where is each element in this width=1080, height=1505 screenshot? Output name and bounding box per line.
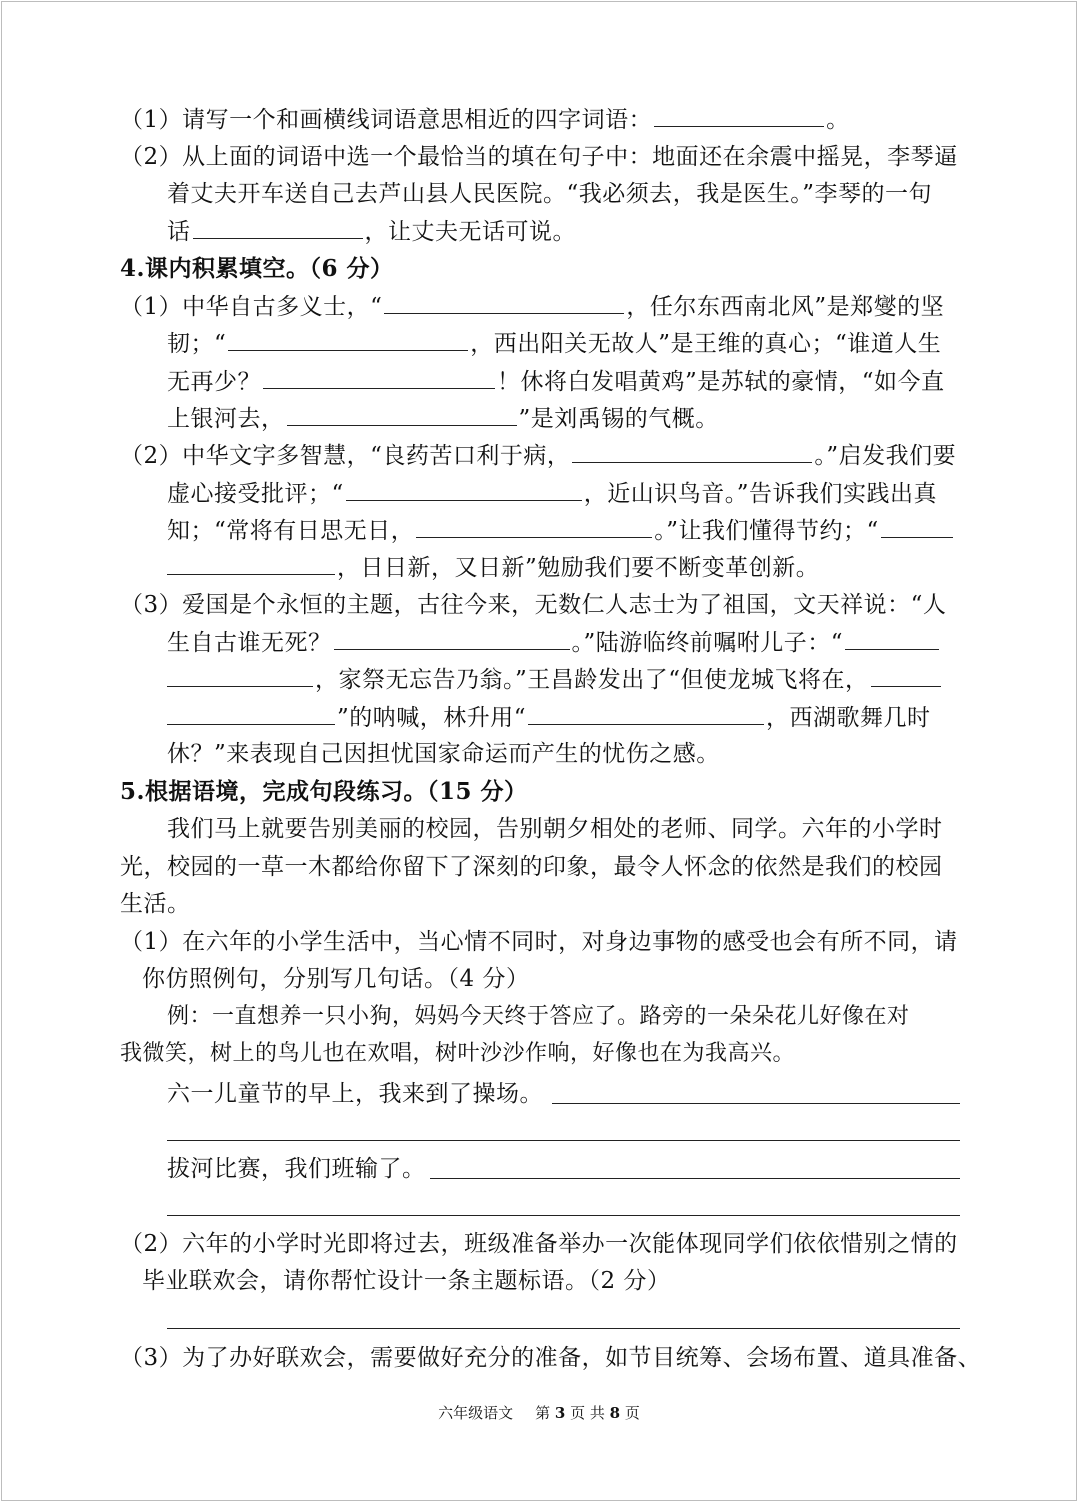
item-label: （1） bbox=[120, 107, 183, 133]
q4-text: ”的呐喊，林升用“ bbox=[337, 705, 527, 731]
q5-prompt-b: 拔河比赛，我们班输了。 bbox=[167, 1156, 426, 1182]
footer-text: 页 共 bbox=[570, 1404, 605, 1422]
answer-blank[interactable] bbox=[228, 328, 468, 351]
q4-text: ，近山识鸟音。”告诉我们实践出真 bbox=[583, 481, 938, 507]
q5-item1-line1 bbox=[120, 927, 958, 957]
q3-item2-text: ，让丈夫无话可说。 bbox=[364, 219, 576, 245]
q4-item2-line2 bbox=[167, 478, 937, 509]
q3-item2-text: 从上面的词语中选一个最恰当的填在句子中：地面还在余震中摇晃，李琴逼 bbox=[182, 144, 958, 170]
q4-text: ”是刘禹锡的气概。 bbox=[518, 406, 719, 432]
q4-item2-line1 bbox=[120, 440, 956, 471]
q4-text: 知；“常将有日思无日， bbox=[167, 518, 415, 544]
q5-heading: 5.根据语境，完成句段练习。（15 分） bbox=[120, 778, 528, 805]
q4-item3-line5: 休？”来表现自己因担忧国家命运而产生的忧伤之感。 bbox=[167, 741, 720, 767]
page-footer bbox=[2, 1403, 1076, 1423]
q5-example-line1: 例：一直想养一只小狗，妈妈今天终于答应了。路旁的一朵朵花儿好像在对 bbox=[167, 1004, 910, 1029]
q5-intro-line2: 光，校园的一草一木都给你留下了深刻的印象，最令人怀念的依然是我们的校园 bbox=[120, 854, 943, 880]
answer-blank[interactable] bbox=[263, 366, 495, 389]
q4-item1-line4 bbox=[167, 403, 719, 434]
answer-blank[interactable] bbox=[167, 702, 335, 725]
item-label: （2） bbox=[120, 1231, 183, 1257]
q5-item2-line1 bbox=[120, 1229, 958, 1259]
page-total: 8 bbox=[609, 1404, 621, 1422]
answer-blank[interactable] bbox=[881, 515, 953, 538]
item-label: （3） bbox=[120, 592, 183, 618]
item-label: （2） bbox=[120, 443, 183, 469]
footer-subject: 六年级语文 bbox=[438, 1404, 514, 1422]
q3-item1-end: 。 bbox=[826, 107, 850, 133]
q5-item1-line2: 你仿照例句，分别写几句话。（4 分） bbox=[142, 966, 530, 992]
q4-item3-line3 bbox=[167, 664, 943, 695]
q5-intro-line3: 生活。 bbox=[120, 891, 191, 917]
q5-intro-line1: 我们马上就要告别美丽的校园，告别朝夕相处的老师、同学。六年的小学时 bbox=[167, 816, 943, 842]
q4-item1-line2 bbox=[167, 328, 941, 359]
exam-page bbox=[1, 1, 1077, 1501]
answer-line[interactable] bbox=[552, 1103, 960, 1104]
q5-text: 为了办好联欢会，需要做好充分的准备，如节目统筹、会场布置、道具准备、 bbox=[182, 1345, 982, 1371]
q4-text: 无再少？ bbox=[167, 369, 261, 395]
answer-blank[interactable] bbox=[572, 440, 812, 463]
item-label: （3） bbox=[120, 1345, 183, 1371]
q4-item2-line4 bbox=[167, 552, 819, 583]
answer-blank[interactable] bbox=[287, 403, 517, 426]
q4-item2-line3 bbox=[167, 515, 955, 546]
q4-text: 生自古谁无死？ bbox=[167, 630, 332, 656]
q3-item1-text: 请写一个和画横线词语意思相近的四字词语： bbox=[182, 107, 653, 133]
q4-text: ，任尔东西南北风”是郑燮的坚 bbox=[626, 294, 945, 320]
q5-text: 在六年的小学生活中，当心情不同时，对身边事物的感受也会有所不同，请 bbox=[182, 929, 958, 955]
q4-text: ！休将白发唱黄鸡”是苏轼的豪情，“如今直 bbox=[497, 369, 945, 395]
q3-item2-line2: 着丈夫开车送自己去芦山县人民医院。“我必须去，我是医生。”李琴的一句 bbox=[167, 181, 933, 207]
q4-text: 。”让我们懂得节约；“ bbox=[654, 518, 879, 544]
q3-item1 bbox=[120, 104, 850, 135]
q3-item2-text: 话 bbox=[167, 219, 191, 245]
footer-text: 页 bbox=[624, 1404, 640, 1422]
item-label: （2） bbox=[120, 144, 183, 170]
answer-line[interactable] bbox=[430, 1178, 960, 1179]
q4-text: 中华自古多义士，“ bbox=[182, 294, 383, 320]
answer-blank[interactable] bbox=[384, 291, 624, 314]
q5-example-line2: 我微笑，树上的鸟儿也在欢唱，树叶沙沙作响，好像也在为我高兴。 bbox=[120, 1041, 796, 1066]
q4-item3-line1 bbox=[120, 590, 946, 620]
q5-prompt-a: 六一儿童节的早上，我来到了操场。 bbox=[167, 1081, 543, 1107]
answer-line[interactable] bbox=[167, 1140, 960, 1141]
q4-item1-line3 bbox=[167, 366, 945, 397]
answer-blank[interactable] bbox=[528, 702, 764, 725]
q4-heading: 4.课内积累填空。（6 分） bbox=[120, 255, 394, 282]
answer-blank[interactable] bbox=[334, 627, 570, 650]
q5-item2-line2: 毕业联欢会，请你帮忙设计一条主题标语。（2 分） bbox=[142, 1268, 671, 1294]
answer-blank[interactable] bbox=[193, 216, 363, 239]
q4-item1-line1 bbox=[120, 291, 944, 322]
answer-blank[interactable] bbox=[346, 478, 582, 501]
q3-item2-line3 bbox=[167, 216, 576, 247]
q4-text: ，西湖歌舞几时 bbox=[766, 705, 931, 731]
q5-item3-line1 bbox=[120, 1343, 981, 1373]
answer-blank[interactable] bbox=[167, 664, 313, 687]
q4-text: ，西出阳关无故人”是王维的真心；“谁道人生 bbox=[470, 331, 942, 357]
answer-line[interactable] bbox=[167, 1328, 960, 1329]
footer-text: 第 bbox=[535, 1404, 551, 1422]
q5-text: 六年的小学时光即将过去，班级准备举办一次能体现同学们依依惜别之情的 bbox=[182, 1231, 958, 1257]
q4-text: 上银河去， bbox=[167, 406, 285, 432]
q4-item3-line2 bbox=[167, 627, 941, 658]
q4-text: 韧；“ bbox=[167, 331, 227, 357]
q4-text: 中华文字多智慧，“良药苦口利于病， bbox=[182, 443, 571, 469]
answer-blank[interactable] bbox=[845, 627, 939, 650]
page-number: 3 bbox=[554, 1404, 566, 1422]
q3-item2-line1 bbox=[120, 142, 958, 172]
q4-text: 。”启发我们要 bbox=[814, 443, 957, 469]
item-label: （1） bbox=[120, 929, 183, 955]
answer-blank[interactable] bbox=[871, 664, 941, 687]
q4-text: 爱国是个永恒的主题，古往今来，无数仁人志士为了祖国，文天祥说：“人 bbox=[182, 592, 947, 618]
answer-blank[interactable] bbox=[416, 515, 652, 538]
answer-blank[interactable] bbox=[167, 552, 335, 575]
q4-item3-line4 bbox=[167, 702, 931, 733]
q4-text: 。”陆游临终前嘱咐儿子：“ bbox=[571, 630, 844, 656]
answer-line[interactable] bbox=[167, 1215, 960, 1216]
q4-text: 虚心接受批评；“ bbox=[167, 481, 344, 507]
q4-text: ，日日新，又日新”勉励我们要不断变革创新。 bbox=[337, 555, 820, 581]
q4-text: ，家祭无忘告乃翁。”王昌龄发出了“但使龙城飞将在， bbox=[315, 667, 869, 693]
answer-blank[interactable] bbox=[654, 104, 824, 127]
item-label: （1） bbox=[120, 294, 183, 320]
